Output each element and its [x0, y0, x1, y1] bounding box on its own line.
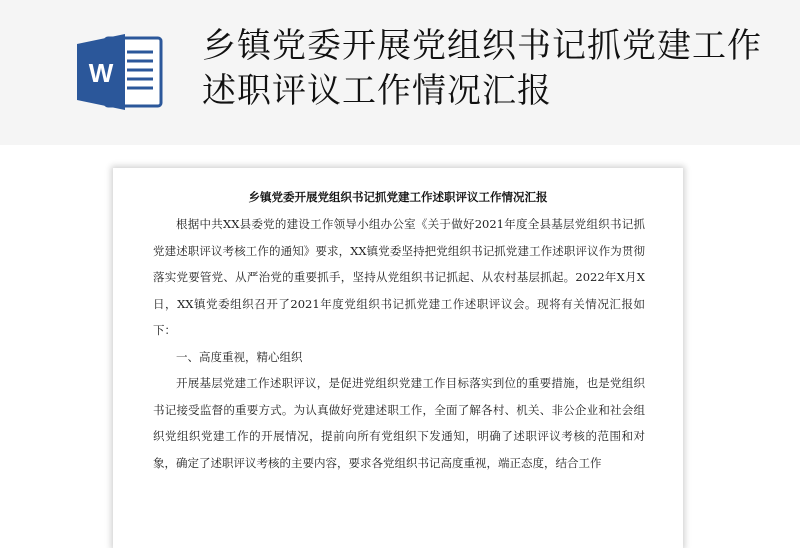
paragraph-intro: 根据中共XX县委党的建设工作领导小组办公室《关于做好2021年度全县基层党组织书记抓党建述职评议考核工作的通知》要求，XX镇党委坚持把党组织书记抓党建工作述职评议作为贯彻落实党要管党、从严治党的重要抓手，坚持从党组织书记抓起、从农村基层抓起。2022年X月X日，XX镇党委组织召开了2021年度党组织书记抓党建工作述职评议会。现将有关情况汇报如下：: [153, 217, 645, 337]
paragraph-section-one: 开展基层党建工作述职评议，是促进党组织党建工作目标落实到位的重要措施，也是党组织书记接受监督的重要方式。为认真做好党建述职工作，全面了解各村、机关、非公企业和社会组织党组织党建工作的开展情况，提前向所有党组织下发通知，明确了述职评议考核的范围和对象，确定了述职评议考核的主要内容，要求各党组织书记高度重视，端正态度，结合工作: [153, 376, 645, 470]
word-document-icon: [75, 32, 165, 112]
document-heading: 乡镇党委开展党组织书记抓党建工作述职评议工作情况汇报: [248, 190, 548, 204]
page-title: 乡镇党委开展党组织书记抓党建工作述职评议工作情况汇报: [202, 26, 762, 111]
word-icon-letter: W: [88, 58, 114, 88]
banner: [0, 0, 800, 145]
document-page: [113, 168, 683, 548]
document-body: [153, 211, 645, 476]
section-heading: 一、高度重视，精心组织: [176, 349, 303, 364]
